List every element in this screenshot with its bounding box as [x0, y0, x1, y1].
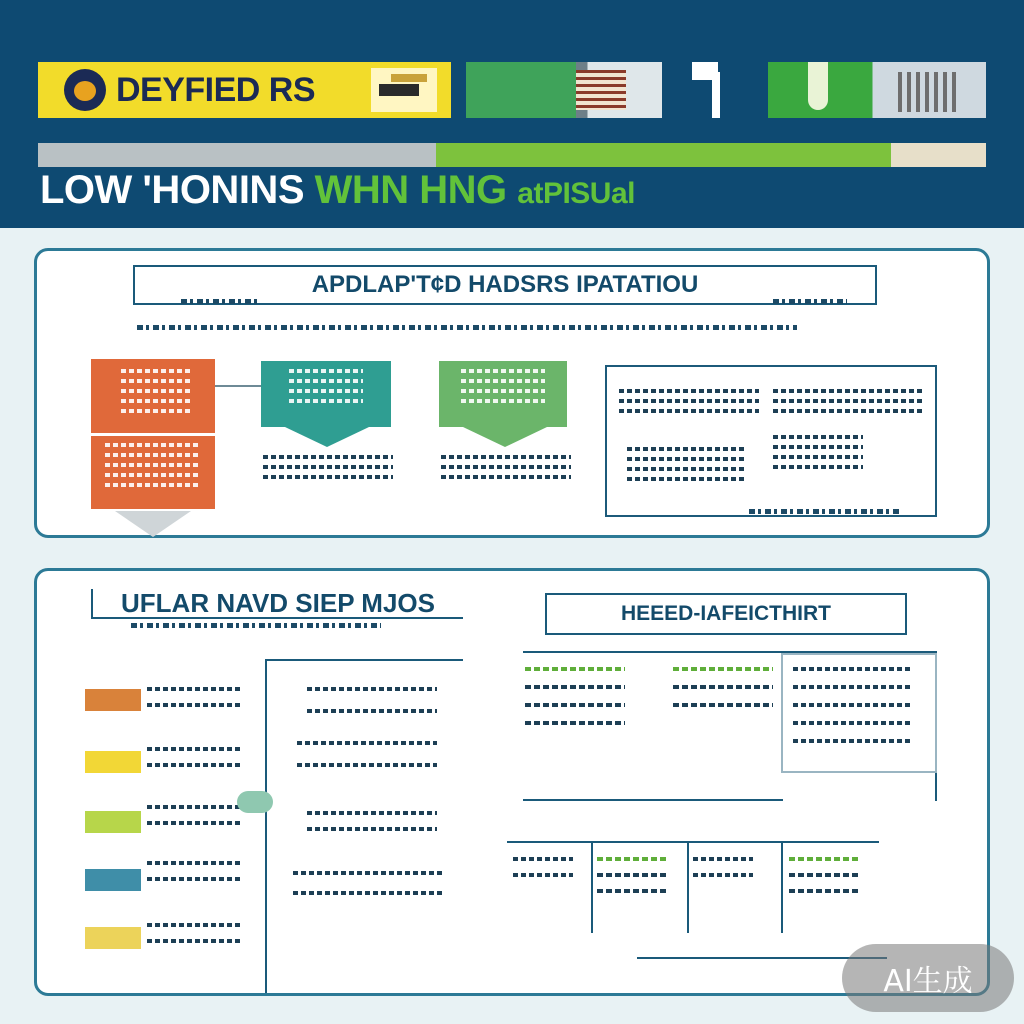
- chart-legend-box: [781, 653, 937, 773]
- header-stripe: [38, 143, 986, 167]
- headline-suffix: atPISUal: [517, 177, 635, 210]
- teal-card-caption: [263, 455, 393, 479]
- connector-line: [215, 385, 261, 387]
- steps-text: [147, 923, 243, 943]
- flow-separator: [781, 843, 783, 933]
- header-thumbnail-image: [676, 62, 752, 118]
- arrow-line: [523, 799, 783, 801]
- brand-logo-icon: [64, 69, 106, 111]
- steps-text: [147, 861, 243, 881]
- green-info-card: [439, 361, 567, 427]
- ai-generated-watermark: [842, 944, 1014, 1012]
- info-text-box: [605, 365, 937, 517]
- steps-text: [147, 687, 243, 707]
- teal-info-card: [261, 361, 391, 427]
- headline: [40, 168, 635, 213]
- subtitle-scribble: [131, 623, 381, 628]
- flow-separator: [687, 843, 689, 933]
- step-thumbnail-image: [85, 689, 141, 711]
- step-thumbnail-image: [85, 869, 141, 891]
- headline-green-part: WHN HNG: [314, 168, 507, 212]
- steps-title-box: [91, 589, 463, 619]
- panel-title: APDLAP'T¢D HADSRS IPATATIOU: [311, 271, 699, 298]
- brand-bar: [38, 62, 451, 118]
- headline-white-part: LOW 'HONINS: [40, 168, 304, 212]
- header-banner: [0, 0, 1024, 228]
- chart-title-box: [545, 593, 907, 635]
- steps-title: UFLAR NAVD SIEP MJOS: [121, 587, 435, 618]
- subtitle-scribble: [137, 325, 797, 330]
- header-thumbnail-image: [466, 62, 662, 118]
- chart-title: HEEED-IAFEICTHIRT: [621, 602, 831, 625]
- steps-text: [147, 805, 243, 825]
- info-panel-bottom: [34, 568, 990, 996]
- brand-name: DEYFIED RS: [116, 70, 316, 109]
- brand-thumbnail-image: [371, 68, 437, 112]
- green-card-caption: [441, 455, 571, 479]
- footnote-scribble: [749, 509, 899, 514]
- watermark-text: AI生成: [883, 964, 973, 999]
- steps-detail-box: [265, 659, 463, 993]
- orange-info-card: [91, 359, 215, 509]
- steps-text: [147, 747, 243, 767]
- flow-separator: [591, 843, 593, 933]
- flow-diagram: [507, 841, 879, 933]
- info-panel-top: [34, 248, 990, 538]
- step-thumbnail-image: [85, 927, 141, 949]
- step-thumbnail-image: [85, 811, 141, 833]
- header-thumbnail-image: [768, 62, 986, 118]
- scribble-text: [181, 299, 261, 304]
- step-thumbnail-image: [85, 751, 141, 773]
- scribble-text: [773, 299, 847, 304]
